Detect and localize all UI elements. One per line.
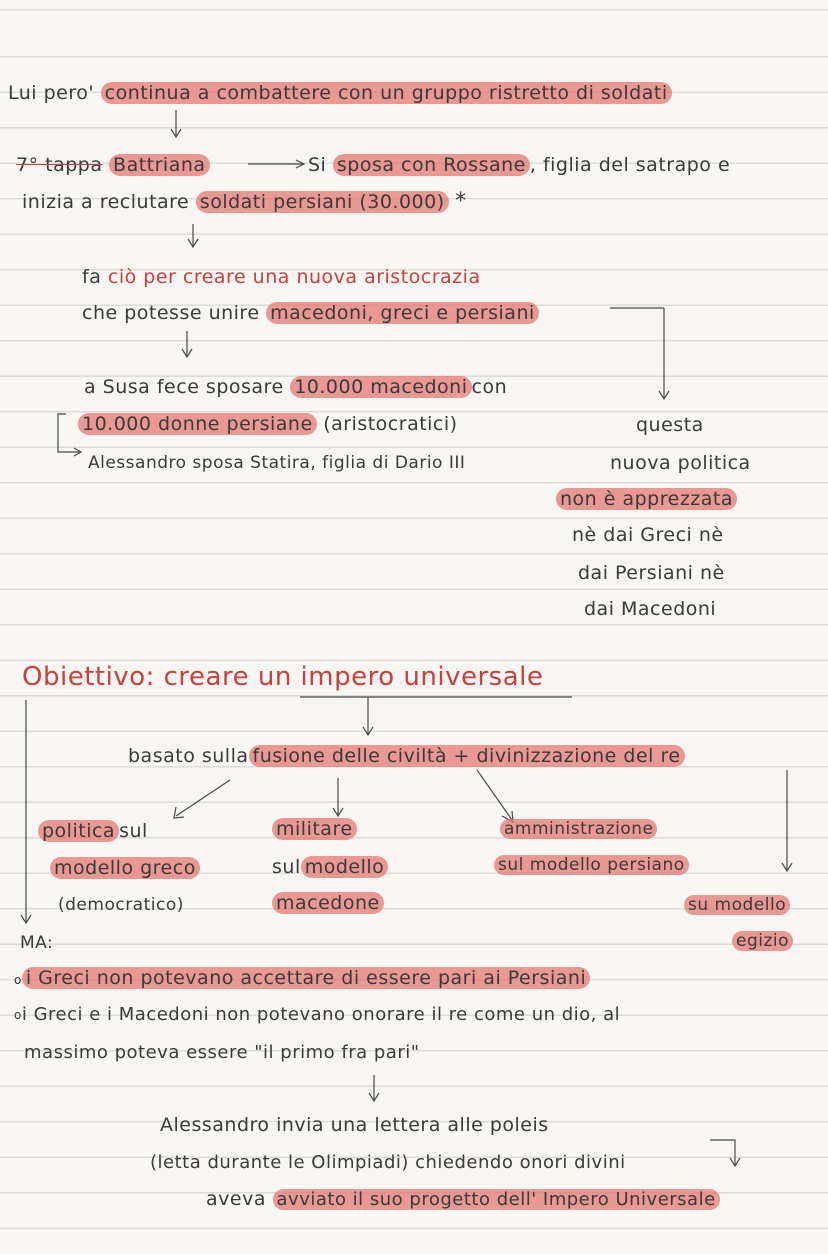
text-line: massimo poteva essere "il primo fra pari" xyxy=(24,1042,420,1063)
highlight: 10.000 macedoni xyxy=(290,376,471,398)
text-line: nuova politica xyxy=(610,452,751,474)
highlight: fusione delle civiltà + divinizzazione del re xyxy=(249,745,685,767)
stage-label: 7° tappa xyxy=(16,154,103,176)
text-line xyxy=(82,264,481,290)
text-fragment: , figlia del satrapo e xyxy=(529,154,731,176)
text-line xyxy=(38,818,148,844)
highlight: modello xyxy=(301,856,389,878)
highlight: macedone xyxy=(272,892,384,914)
text-line xyxy=(16,152,210,178)
highlight: modello greco xyxy=(50,857,200,879)
text-line xyxy=(8,80,672,106)
text-fragment: Lui pero' xyxy=(8,82,95,104)
highlight: avviato il suo progetto dell' Impero Universale xyxy=(273,1189,720,1210)
highlight: amministrazione xyxy=(500,819,657,839)
text-fragment: a Susa fece sposare xyxy=(84,376,284,398)
text-line: Alessandro invia una lettera alle poleis xyxy=(160,1114,549,1136)
text-fragment: sul xyxy=(272,856,301,878)
highlight: 10.000 donne persiane xyxy=(78,413,317,435)
text-line: (democratico) xyxy=(58,895,184,915)
text-line xyxy=(128,743,685,769)
highlight: sul modello persiano xyxy=(494,855,689,875)
text-line: nè dai Greci nè xyxy=(572,524,724,546)
section-title: Obiettivo: creare un impero universale xyxy=(22,662,544,692)
text-fragment: sul xyxy=(119,820,148,842)
text-line: MA: xyxy=(20,933,54,953)
highlight: egizio xyxy=(732,931,793,951)
text-line xyxy=(272,816,357,842)
highlight: macedoni, greci e persiani xyxy=(266,302,539,324)
text-line: dai Macedoni xyxy=(584,598,717,620)
text-line xyxy=(206,1186,720,1213)
text-line xyxy=(78,411,458,437)
highlight: non è apprezzata xyxy=(556,488,737,510)
text-fragment: inizia a reclutare xyxy=(22,191,190,213)
text-line xyxy=(732,928,793,954)
text-line xyxy=(50,855,200,881)
highlight: politica xyxy=(38,820,119,842)
highlight: continua a combattere con un gruppo ristretto di soldati xyxy=(101,82,672,104)
red-text: ciò per creare una nuova aristocrazia xyxy=(107,266,481,288)
highlight: sposa con Rossane xyxy=(333,154,530,176)
text-line: dai Persiani nè xyxy=(578,562,725,584)
text-line: Alessandro sposa Statira, figlia di Dario III xyxy=(88,453,466,473)
text-line xyxy=(272,854,388,880)
bullet-line: o i Greci non potevano accettare di essere pari ai Persiani xyxy=(14,965,590,993)
text-line xyxy=(84,374,507,400)
highlight: i Greci non potevano accettare di essere pari ai Persiani xyxy=(22,967,590,989)
highlight: Battriana xyxy=(109,154,210,176)
text-line xyxy=(684,892,790,918)
highlight: militare xyxy=(272,818,357,840)
text-line xyxy=(308,152,730,178)
text-fragment: Si xyxy=(308,154,327,176)
text-fragment: aveva xyxy=(206,1188,266,1210)
text-fragment: con xyxy=(471,376,508,398)
text-fragment: (aristocratici) xyxy=(323,413,458,435)
text-fragment: che potesse unire xyxy=(82,302,260,324)
highlight: soldati persiani (30.000) xyxy=(196,191,449,213)
bullet-line: $^o$i Greci e i Macedoni non potevano onorare il re come un dio, al xyxy=(14,1004,621,1025)
text-line xyxy=(494,852,689,878)
text-line xyxy=(22,189,467,215)
text-line: (letta durante le Olimpiadi) chiedendo onori divini xyxy=(150,1152,626,1173)
text-line xyxy=(82,300,539,326)
highlight: su modello xyxy=(684,895,790,915)
asterisk: * xyxy=(455,189,467,214)
text-line: questa xyxy=(636,414,704,436)
text-fragment: basato sulla xyxy=(128,745,249,767)
text-fragment: i Greci e i Macedoni non potevano onorare il re come un dio, al xyxy=(21,1004,621,1025)
text-line xyxy=(272,890,384,916)
text-fragment: fa xyxy=(82,266,102,288)
text-line xyxy=(556,486,737,512)
text-line xyxy=(500,816,657,842)
